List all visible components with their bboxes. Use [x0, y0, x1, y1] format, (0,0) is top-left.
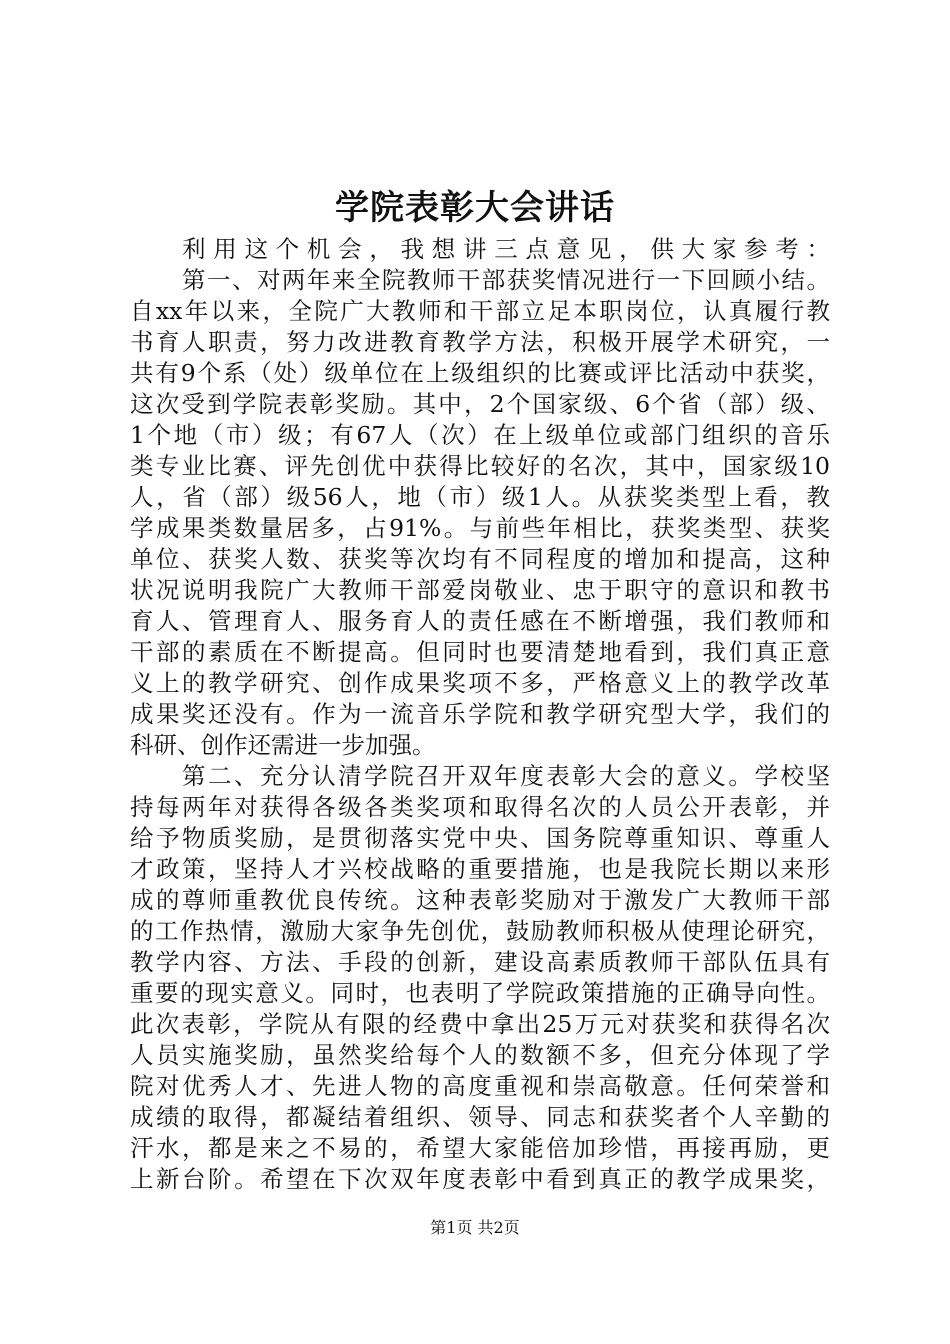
- paragraph-line: 类专业比赛、评先创优中获得比较好的名次，其中，国家级10: [130, 452, 830, 480]
- paragraph-line: 才政策，坚持人才兴校战略的重要措施，也是我院长期以来形: [130, 855, 830, 883]
- document-title: 学院表彰大会讲话: [335, 188, 615, 228]
- paragraph-line: 科研、创作还需进一步加强。: [130, 731, 436, 759]
- document-body: [130, 234, 830, 1195]
- paragraph-line: 院对优秀人才、先进人物的高度重视和崇高敬意。任何荣誉和: [130, 1072, 830, 1100]
- paragraph-line: 利用这个机会，我想讲三点意见，供大家参考：: [182, 235, 830, 263]
- paragraph-line: 单位、获奖人数、获奖等次均有不同程度的增加和提高，这种: [130, 545, 830, 573]
- paragraph-line: 1个地（市）级；有67人（次）在上级单位或部门组织的音乐: [130, 421, 830, 449]
- paragraph-line: 人员实施奖励，虽然奖给每个人的数额不多，但充分体现了学: [130, 1041, 830, 1069]
- paragraph-line: 育人、管理育人、服务育人的责任感在不断增强，我们教师和: [130, 607, 830, 635]
- paragraph-line: 教学内容、方法、手段的创新，建设高素质教师干部队伍具有: [130, 948, 830, 976]
- paragraph-line: 成果奖还没有。作为一流音乐学院和教学研究型大学，我们的: [130, 700, 830, 728]
- paragraph-line: 人，省（部）级56人，地（市）级1人。从获奖类型上看，教: [130, 483, 830, 511]
- paragraph-line: 的工作热情，激励大家争先创优，鼓励教师积极从使理论研究，: [130, 917, 830, 945]
- paragraph-line: 这次受到学院表彰奖励。其中，2个国家级、6个省（部）级、: [130, 390, 830, 418]
- paragraph-line: 共有9个系（处）级单位在上级组织的比赛或评比活动中获奖，: [130, 359, 830, 387]
- paragraph-line: 自xx年以来，全院广大教师和干部立足本职岗位，认真履行教: [130, 297, 830, 325]
- paragraph-line: 状况说明我院广大教师干部爱岗敬业、忠于职守的意识和教书: [130, 576, 830, 604]
- paragraph-line: 干部的素质在不断提高。但同时也要清楚地看到，我们真正意: [130, 638, 830, 666]
- paragraph-line: 上新台阶。希望在下次双年度表彰中看到真正的教学成果奖，: [130, 1165, 830, 1193]
- paragraph-line: 成的尊师重教优良传统。这种表彰奖励对于激发广大教师干部: [130, 886, 830, 914]
- paragraph-line: 书育人职责，努力改进教育教学方法，积极开展学术研究，一: [130, 328, 830, 356]
- paragraph-line: 此次表彰，学院从有限的经费中拿出25万元对获奖和获得名次: [130, 1010, 830, 1038]
- paragraph-line: 第二、充分认清学院召开双年度表彰大会的意义。学校坚: [182, 762, 830, 790]
- paragraph-line: 学成果类数量居多，占91%。与前些年相比，获奖类型、获奖: [130, 514, 830, 542]
- paragraph-line: 汗水，都是来之不易的，希望大家能倍加珍惜，再接再励，更: [130, 1134, 830, 1162]
- paragraph-line: 给予物质奖励，是贯彻落实党中央、国务院尊重知识、尊重人: [130, 824, 830, 852]
- paragraph-line: 第一、对两年来全院教师干部获奖情况进行一下回顾小结。: [182, 266, 830, 294]
- paragraph-line: 成绩的取得，都凝结着组织、领导、同志和获奖者个人辛勤的: [130, 1103, 830, 1131]
- paragraph-line: 义上的教学研究、创作成果奖项不多，严格意义上的教学改革: [130, 669, 830, 697]
- page-footer: 第1页 共2页: [430, 1218, 520, 1237]
- paragraph-line: 重要的现实意义。同时，也表明了学院政策措施的正确导向性。: [130, 979, 830, 1007]
- paragraph-line: 持每两年对获得各级各类奖项和取得名次的人员公开表彰，并: [130, 793, 830, 821]
